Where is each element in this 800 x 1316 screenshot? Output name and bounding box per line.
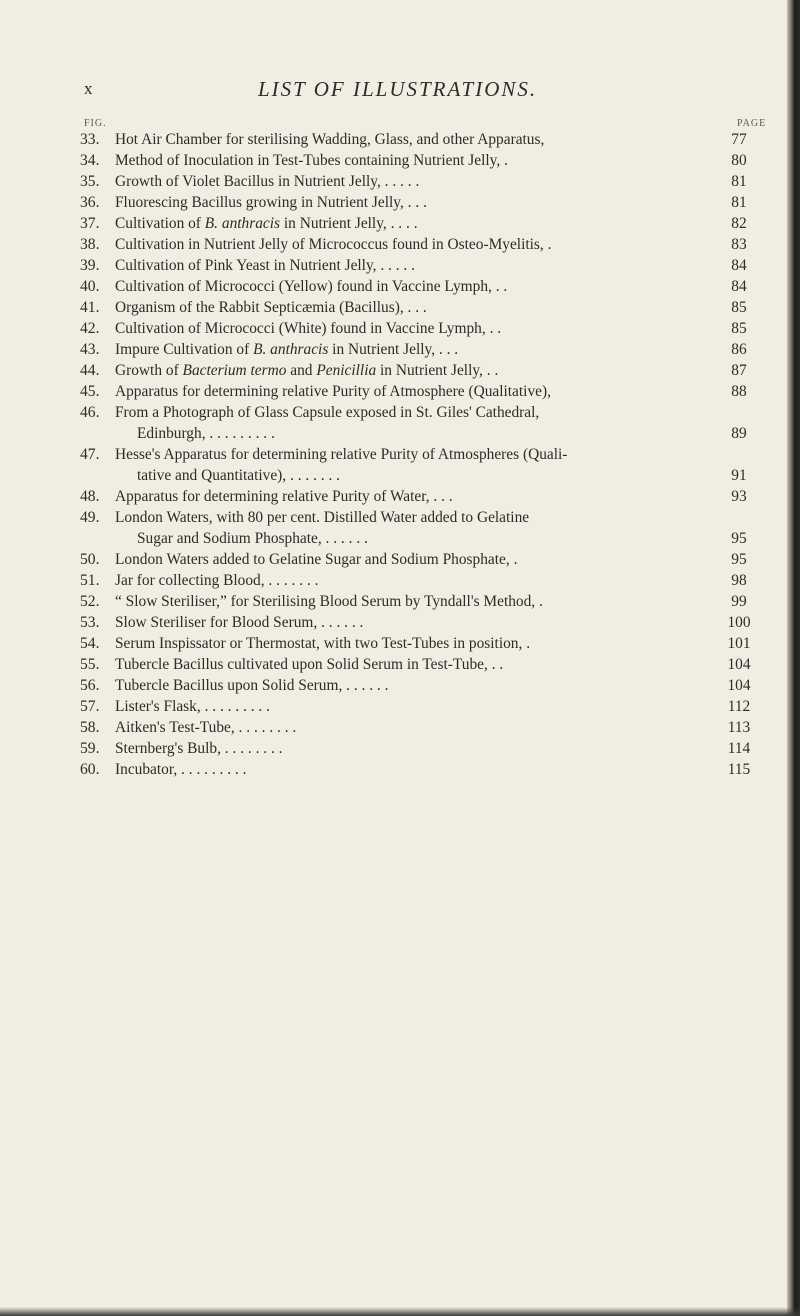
page-reference: 83 bbox=[731, 236, 747, 253]
leader-dots: . bbox=[509, 551, 518, 568]
figure-caption bbox=[115, 318, 725, 339]
figure-caption bbox=[115, 570, 725, 591]
leader-dots: . . . bbox=[429, 488, 453, 505]
leader-dots: . . bbox=[487, 656, 504, 673]
figure-number: 34. bbox=[80, 152, 100, 169]
page-reference: 100 bbox=[727, 614, 751, 631]
list-item bbox=[80, 717, 760, 738]
page-reference: 112 bbox=[727, 698, 751, 715]
list-item bbox=[80, 339, 760, 360]
page-reference: 89 bbox=[731, 425, 747, 442]
page-reference: 104 bbox=[727, 677, 751, 694]
figure-caption bbox=[115, 675, 725, 696]
list-item bbox=[80, 570, 760, 591]
leader-dots: . . . bbox=[403, 194, 427, 211]
list-item bbox=[80, 591, 760, 612]
figure-caption bbox=[115, 276, 725, 297]
figure-number: 58. bbox=[80, 719, 100, 736]
figure-caption bbox=[115, 717, 725, 738]
page-reference: 84 bbox=[731, 278, 747, 295]
figure-number: 48. bbox=[80, 488, 100, 505]
figure-number: 45. bbox=[80, 383, 100, 400]
caption-text: Lister's Flask, bbox=[115, 698, 201, 715]
list-item bbox=[80, 255, 760, 276]
caption-text: Cultivation of Micrococci (White) found in Vaccine Lymph, bbox=[115, 320, 486, 337]
figure-caption bbox=[115, 612, 725, 633]
page-number-roman: x bbox=[84, 79, 94, 98]
figure-number: 37. bbox=[80, 215, 100, 232]
caption-text: Hot Air Chamber for sterilising Wadding, Glass, and other Apparatus, bbox=[115, 131, 545, 148]
list-item bbox=[80, 507, 760, 549]
caption-text: London Waters added to Gelatine Sugar and Sodium Phosphate, bbox=[115, 551, 510, 568]
caption-text: Cultivation of Micrococci (Yellow) found in Vaccine Lymph, bbox=[115, 278, 492, 295]
list-item bbox=[80, 696, 760, 717]
leader-dots: . . . . . . . . bbox=[220, 740, 283, 757]
caption-text: Apparatus for determining relative Purity of Water, bbox=[115, 488, 430, 505]
page-reference: 114 bbox=[727, 740, 751, 757]
figure-number: 43. bbox=[80, 341, 100, 358]
list-item bbox=[80, 633, 760, 654]
figure-number: 53. bbox=[80, 614, 100, 631]
caption-text: tative and Quantitative), bbox=[137, 467, 287, 484]
caption-text: Sternberg's Bulb, bbox=[115, 740, 221, 757]
figure-caption bbox=[115, 738, 725, 759]
figure-number: 44. bbox=[80, 362, 100, 379]
page-reference: 91 bbox=[731, 467, 747, 484]
list-item bbox=[80, 654, 760, 675]
figure-caption bbox=[115, 759, 725, 780]
page-reference: 81 bbox=[731, 173, 747, 190]
page-reference: 87 bbox=[731, 362, 747, 379]
page-reference: 113 bbox=[727, 719, 751, 736]
figure-caption bbox=[115, 255, 725, 276]
caption-text: “ Slow Steriliser,” for Sterilising Blood Serum by Tyndall's Method, bbox=[115, 593, 536, 610]
page-reference: 86 bbox=[731, 341, 747, 358]
caption-text: Fluorescing Bacillus growing in Nutrient Jelly, bbox=[115, 194, 404, 211]
leader-dots: . . . . . . . bbox=[286, 467, 341, 484]
figure-caption bbox=[115, 339, 725, 360]
caption-text: Tubercle Bacillus cultivated upon Solid Serum in Test-Tube, bbox=[115, 656, 488, 673]
binding-edge-shadow bbox=[787, 0, 800, 1316]
page-reference: 77 bbox=[731, 131, 747, 148]
caption-italic: Bacterium termo bbox=[182, 362, 287, 379]
caption-text: Tubercle Bacillus upon Solid Serum, bbox=[115, 677, 343, 694]
illustrations-list bbox=[80, 129, 760, 780]
figure-number: 54. bbox=[80, 635, 100, 652]
figure-number: 33. bbox=[80, 131, 100, 148]
figure-caption bbox=[115, 213, 725, 234]
caption-continuation bbox=[115, 465, 725, 486]
caption-text: Jar for collecting Blood, bbox=[115, 572, 265, 589]
figure-number: 46. bbox=[80, 404, 100, 421]
leader-dots: . . . . . . . . . bbox=[200, 698, 270, 715]
leader-dots: . . . bbox=[403, 299, 427, 316]
figure-number: 42. bbox=[80, 320, 100, 337]
page-reference: 99 bbox=[731, 593, 747, 610]
leader-dots: . . . . . . . . . bbox=[177, 761, 247, 778]
figure-caption bbox=[115, 444, 725, 486]
page-reference: 98 bbox=[731, 572, 747, 589]
figure-number: 49. bbox=[80, 509, 100, 526]
caption-text: Growth of Violet Bacillus in Nutrient Jelly, bbox=[115, 173, 381, 190]
figure-caption bbox=[115, 381, 725, 402]
leader-dots: . . . . . . . bbox=[264, 572, 319, 589]
page-reference: 95 bbox=[731, 551, 747, 568]
figure-caption bbox=[115, 129, 725, 150]
fig-column-header: FIG. bbox=[84, 118, 107, 129]
figure-number: 57. bbox=[80, 698, 100, 715]
page-reference: 85 bbox=[731, 320, 747, 337]
page-column-header: PAGE bbox=[737, 118, 767, 129]
figure-caption bbox=[115, 696, 725, 717]
list-item bbox=[80, 150, 760, 171]
list-item bbox=[80, 318, 760, 339]
list-item bbox=[80, 360, 760, 381]
page-reference: 101 bbox=[727, 635, 751, 652]
caption-text: Incubator, bbox=[115, 761, 178, 778]
figure-caption bbox=[115, 402, 725, 444]
caption-continuation bbox=[115, 423, 725, 444]
list-item bbox=[80, 675, 760, 696]
caption-text: Method of Inoculation in Test-Tubes containing Nutrient Jelly, bbox=[115, 152, 501, 169]
page-reference: 81 bbox=[731, 194, 747, 211]
leader-dots: . . . . . bbox=[380, 173, 420, 190]
caption-text: Sugar and Sodium Phosphate, bbox=[137, 530, 322, 547]
list-item bbox=[80, 213, 760, 234]
figure-caption bbox=[115, 297, 725, 318]
leader-dots: . . . . . . . . bbox=[234, 719, 297, 736]
caption-text: Hesse's Apparatus for determining relative Purity of Atmospheres (Quali- bbox=[115, 446, 568, 463]
figure-caption bbox=[115, 171, 725, 192]
figure-number: 39. bbox=[80, 257, 100, 274]
caption-text: in Nutrient Jelly, bbox=[328, 341, 436, 358]
list-item bbox=[80, 402, 760, 444]
leader-dots: . . . bbox=[435, 341, 459, 358]
figure-number: 51. bbox=[80, 572, 100, 589]
page-reference: 84 bbox=[731, 257, 747, 274]
caption-italic: B. anthracis bbox=[204, 215, 281, 232]
caption-text: Cultivation in Nutrient Jelly of Micrococcus found in Osteo-Myelitis, bbox=[115, 236, 544, 253]
figure-number: 40. bbox=[80, 278, 100, 295]
figure-caption bbox=[115, 192, 725, 213]
list-item bbox=[80, 297, 760, 318]
figure-caption bbox=[115, 591, 725, 612]
caption-text: in Nutrient Jelly, bbox=[376, 362, 483, 379]
caption-text: Cultivation of Pink Yeast in Nutrient Jelly, bbox=[115, 257, 377, 274]
caption-text: Impure Cultivation of bbox=[115, 341, 254, 358]
caption-text: Apparatus for determining relative Purity of Atmosphere (Qualitative), bbox=[115, 383, 551, 400]
list-item bbox=[80, 276, 760, 297]
list-item bbox=[80, 612, 760, 633]
figure-number: 55. bbox=[80, 656, 100, 673]
leader-dots: . . . . . . bbox=[317, 614, 364, 631]
figure-caption bbox=[115, 633, 725, 654]
list-item bbox=[80, 171, 760, 192]
caption-text: From a Photograph of Glass Capsule exposed in St. Giles' Cathedral, bbox=[115, 404, 540, 421]
list-item bbox=[80, 738, 760, 759]
caption-text: Edinburgh, bbox=[137, 425, 206, 442]
list-item bbox=[80, 129, 760, 150]
figure-number: 60. bbox=[80, 761, 100, 778]
page-reference: 95 bbox=[731, 530, 747, 547]
page-reference: 82 bbox=[731, 215, 747, 232]
leader-dots: . . . . . . . . . bbox=[205, 425, 275, 442]
caption-text: London Waters, with 80 per cent. Distilled Water added to Gelatine bbox=[115, 509, 530, 526]
page-reference: 85 bbox=[731, 299, 747, 316]
figure-number: 35. bbox=[80, 173, 100, 190]
leader-dots: . . bbox=[491, 278, 508, 295]
figure-number: 41. bbox=[80, 299, 100, 316]
leader-dots: . bbox=[500, 152, 508, 169]
caption-text: Organism of the Rabbit Septicæmia (Bacillus), bbox=[115, 299, 404, 316]
caption-continuation bbox=[115, 528, 725, 549]
list-item bbox=[80, 444, 760, 486]
caption-text: Aitken's Test-Tube, bbox=[115, 719, 235, 736]
leader-dots: . . . . . . bbox=[342, 677, 389, 694]
leader-dots: . bbox=[522, 635, 531, 652]
caption-text: Slow Steriliser for Blood Serum, bbox=[115, 614, 318, 631]
page-title: LIST OF ILLUSTRATIONS. bbox=[258, 77, 538, 101]
list-item bbox=[80, 759, 760, 780]
figure-number: 36. bbox=[80, 194, 100, 211]
list-item bbox=[80, 234, 760, 255]
figure-number: 52. bbox=[80, 593, 100, 610]
figure-number: 59. bbox=[80, 740, 100, 757]
caption-text: Growth of bbox=[115, 362, 183, 379]
page-reference: 93 bbox=[731, 488, 747, 505]
figure-caption bbox=[115, 234, 725, 255]
list-item bbox=[80, 192, 760, 213]
figure-caption bbox=[115, 654, 725, 675]
page-reference: 115 bbox=[727, 761, 751, 778]
leader-dots: . . . . . bbox=[376, 257, 415, 274]
page-reference: 104 bbox=[727, 656, 751, 673]
list-item bbox=[80, 549, 760, 570]
leader-dots: . bbox=[535, 593, 543, 610]
page-reference: 80 bbox=[731, 152, 747, 169]
caption-text: Serum Inspissator or Thermostat, with two Test-Tubes in position, bbox=[115, 635, 523, 652]
figure-caption bbox=[115, 486, 725, 507]
caption-text: Cultivation of bbox=[115, 215, 205, 232]
figure-caption bbox=[115, 507, 725, 549]
leader-dots: . bbox=[543, 236, 552, 253]
leader-dots: . . . . . . bbox=[321, 530, 368, 547]
page-reference: 88 bbox=[731, 383, 747, 400]
figure-caption bbox=[115, 150, 725, 171]
figure-number: 38. bbox=[80, 236, 100, 253]
figure-caption bbox=[115, 360, 725, 381]
figure-caption bbox=[115, 549, 725, 570]
leader-dots: . . bbox=[482, 362, 499, 379]
leader-dots: . . . . bbox=[386, 215, 418, 232]
caption-italic: Penicillia bbox=[316, 362, 377, 379]
list-item bbox=[80, 486, 760, 507]
page-bottom-shadow bbox=[0, 1307, 800, 1316]
caption-text: and bbox=[286, 362, 317, 379]
caption-text: in Nutrient Jelly, bbox=[280, 215, 387, 232]
caption-italic: B. anthracis bbox=[253, 341, 329, 358]
list-item bbox=[80, 381, 760, 402]
figure-number: 50. bbox=[80, 551, 100, 568]
figure-number: 47. bbox=[80, 446, 100, 463]
running-header bbox=[84, 77, 724, 107]
leader-dots: . . bbox=[485, 320, 502, 337]
figure-number: 56. bbox=[80, 677, 100, 694]
